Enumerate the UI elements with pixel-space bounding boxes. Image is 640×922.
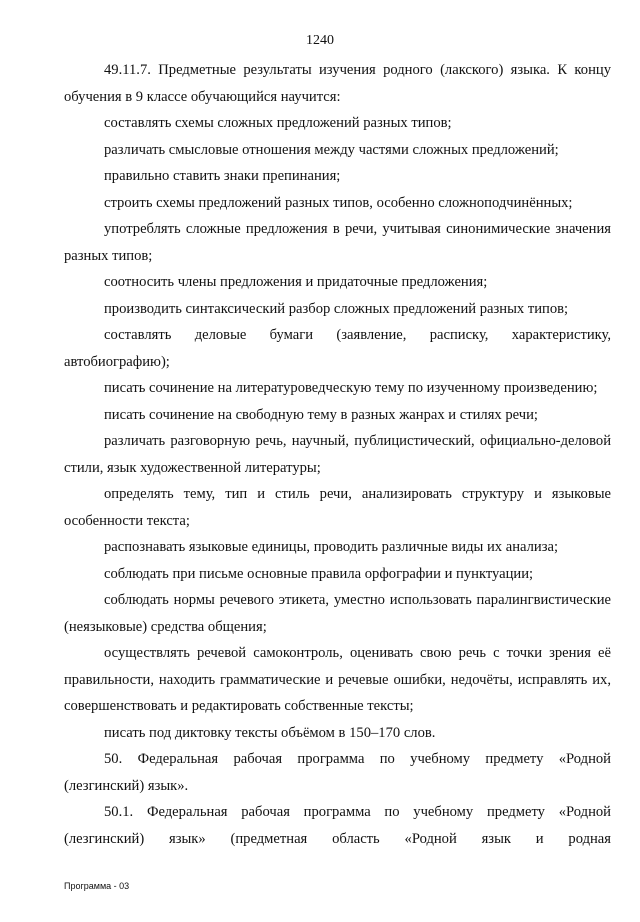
page-number: 1240: [306, 33, 334, 48]
paragraph: определять тему, тип и стиль речи, анализировать структуру и языковые особенности текста;: [64, 486, 611, 529]
paragraph: 50.1. Федеральная рабочая программа по учебному предмету «Родной (лезгинский) язык» (предметная область «Родной язык и родная: [64, 804, 611, 847]
paragraph: производить синтаксический разбор сложных предложений разных типов;: [104, 300, 569, 317]
document-body: [64, 57, 611, 852]
paragraph: составлять деловые бумаги (заявление, расписку, характеристику, автобиографию);: [64, 327, 611, 370]
paragraph: различать смысловые отношения между частями сложных предложений;: [104, 141, 559, 158]
paragraph: соотносить члены предложения и придаточные предложения;: [104, 274, 488, 290]
paragraph: писать сочинение на свободную тему в разных жанрах и стилях речи;: [104, 406, 538, 423]
paragraph: различать разговорную речь, научный, публицистический, официально-деловой стили, язык художественной литературы;: [64, 433, 611, 476]
paragraph: 49.11.7. Предметные результаты изучения родного (лакского) языка. К концу обучения в 9 классе обучающийся научится:: [64, 62, 611, 105]
paragraph: соблюдать при письме основные правила орфографии и пунктуации;: [104, 565, 534, 582]
paragraph: писать сочинение на литературоведческую тему по изученному произведению;: [104, 380, 598, 396]
paragraph: писать под диктовку тексты объёмом в 150–170 слов.: [104, 724, 436, 741]
paragraph: составлять схемы сложных предложений разных типов;: [104, 115, 452, 131]
paragraph: строить схемы предложений разных типов, особенно сложноподчинённых;: [104, 194, 573, 211]
paragraph: соблюдать нормы речевого этикета, уместно использовать паралингвистические (неязыковые) средства общения;: [64, 592, 611, 635]
paragraph: употреблять сложные предложения в речи, учитывая синонимические значения разных типов;: [64, 221, 611, 264]
paragraph: правильно ставить знаки препинания;: [104, 168, 341, 184]
paragraph: распознавать языковые единицы, проводить различные виды их анализа;: [104, 539, 559, 555]
paragraph: осуществлять речевой самоконтроль, оценивать свою речь с точки зрения её правильности, находить грамматические и речевые ошибки, недочёты, исправлять их, совершенствовать и редактировать собственные тексты;: [64, 645, 611, 714]
footer-label: Программа - 03: [64, 881, 130, 891]
section-heading: 50. Федеральная рабочая программа по учебному предмету «Родной (лезгинский) язык».: [64, 751, 611, 794]
